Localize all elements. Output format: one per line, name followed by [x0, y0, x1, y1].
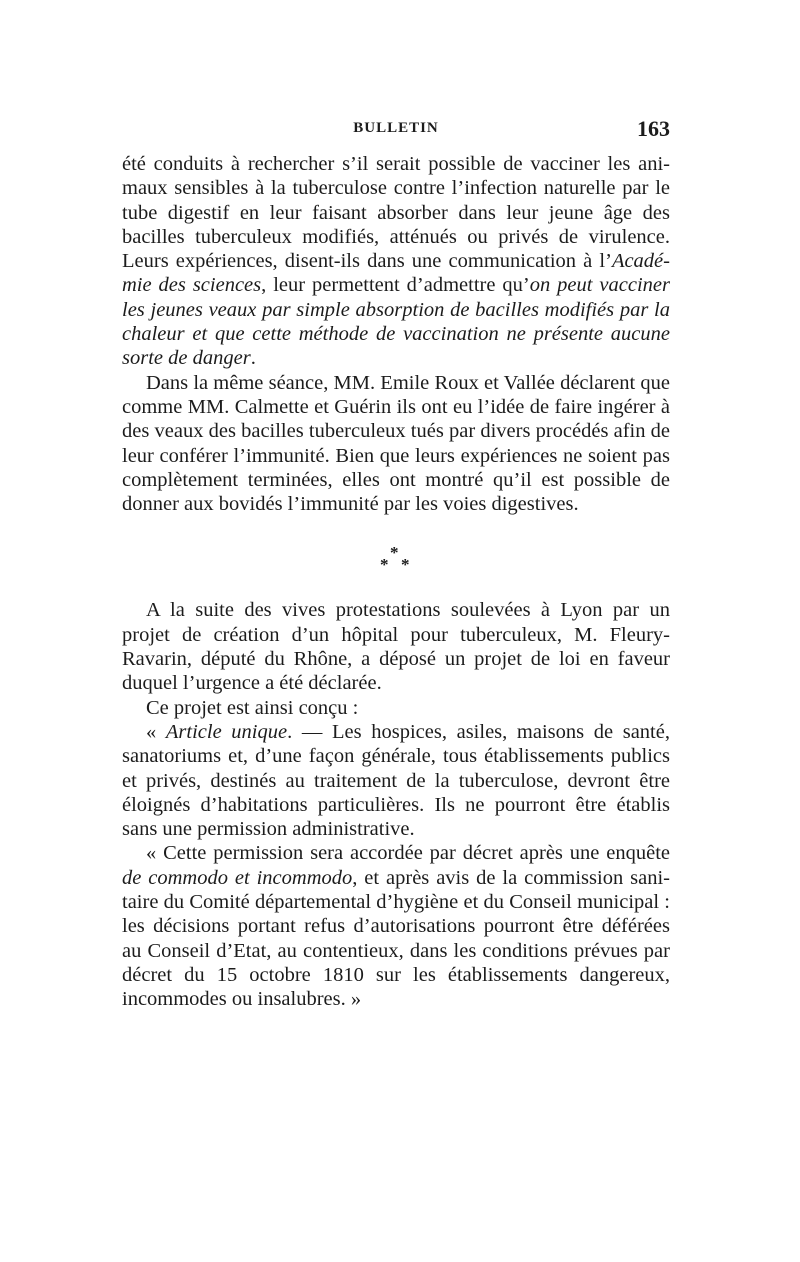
italic-article-label: Article unique — [165, 720, 288, 743]
section-break-asterism — [122, 516, 670, 598]
paragraph-article-unique — [122, 720, 670, 841]
paragraph-roux-vallee: Dans la même séance, MM. Emile Roux et Vallée déclarent que comme MM. Calmette et Guérin ils ont eu l’idée de faire ingérer à des veaux des bacilles tuberculeux tués par divers procédés afin de leur conférer l’immunité. Bien que leurs expériences ne soient pas complètement terminées, elles ont montré qu’il est possible de donner aux bovidés l’immunité par les voies digestives. — [122, 371, 670, 516]
open-quote: « — [146, 720, 166, 743]
paragraph-project-intro: Ce projet est ainsi conçu : — [146, 696, 359, 719]
paragraph-text: été conduits à rechercher s’il serait possible de vacciner les animaux sensibles à la tuberculose contre l’infection naturelle par le tube digestif en leur faisant absorber dans leur jeune âge des bacilles tuberculeux modifiés, atténués ou privés de virulence. Leurs expériences, disent-ils dans une communication à l’ — [122, 153, 670, 273]
italic-latin-phrase: de commodo et incommodo — [122, 866, 353, 889]
paragraph-text: « Cette permission sera accordée par décret après une enquête — [146, 842, 670, 865]
paragraph-text: , et après avis de la commission sanitaire du Comité départemental d’hygiène et du Conseil municipal : les décisions portant refus d’autorisations pourront être déférées au Conseil d’Etat, au contentieux, dans les conditions prévues par décret du 15 octobre 1810 sur les établissements dangereux, incommodes ou insalubres. » — [122, 866, 670, 1011]
asterism-star: * — [390, 543, 399, 563]
running-title: BULLETIN — [353, 120, 439, 136]
paragraph-permission — [122, 841, 670, 1011]
asterism-star: * — [401, 555, 410, 575]
running-head — [122, 116, 670, 146]
page-number: 163 — [637, 116, 670, 141]
italic-academy-name: Académie des sciences — [122, 250, 670, 297]
italic-quotation: on peut vacciner les jeunes veaux par simple absorption de bacilles modifiés par la chaleur et que cette méthode de vaccination ne présente aucune sorte de danger — [122, 274, 670, 370]
paragraph-text: . — [250, 347, 256, 370]
paragraph-vaccination-continued — [122, 152, 670, 371]
paragraph-lyon-protest: A la suite des vives protestations soulevées à Lyon par un projet de création d’un hôpital pour tuberculeux, M. Fleury-Ravarin, député du Rhône, a déposé un projet de loi en faveur duquel l’urgence a été déclarée. — [122, 599, 670, 695]
main-text — [122, 152, 670, 1012]
asterism-star: * — [380, 555, 389, 575]
paragraph-text: , leur permettent d’admettre qu’ — [261, 274, 530, 297]
paragraph-text: . — Les hospices, asiles, maisons de santé, sanatoriums et, d’une façon générale, tous établissements publics et privés, destinés au traitement de la tuberculose, devront être éloignés d’habitations particulières. Ils ne pourront être établis sans une permission administrative. — [122, 720, 670, 841]
